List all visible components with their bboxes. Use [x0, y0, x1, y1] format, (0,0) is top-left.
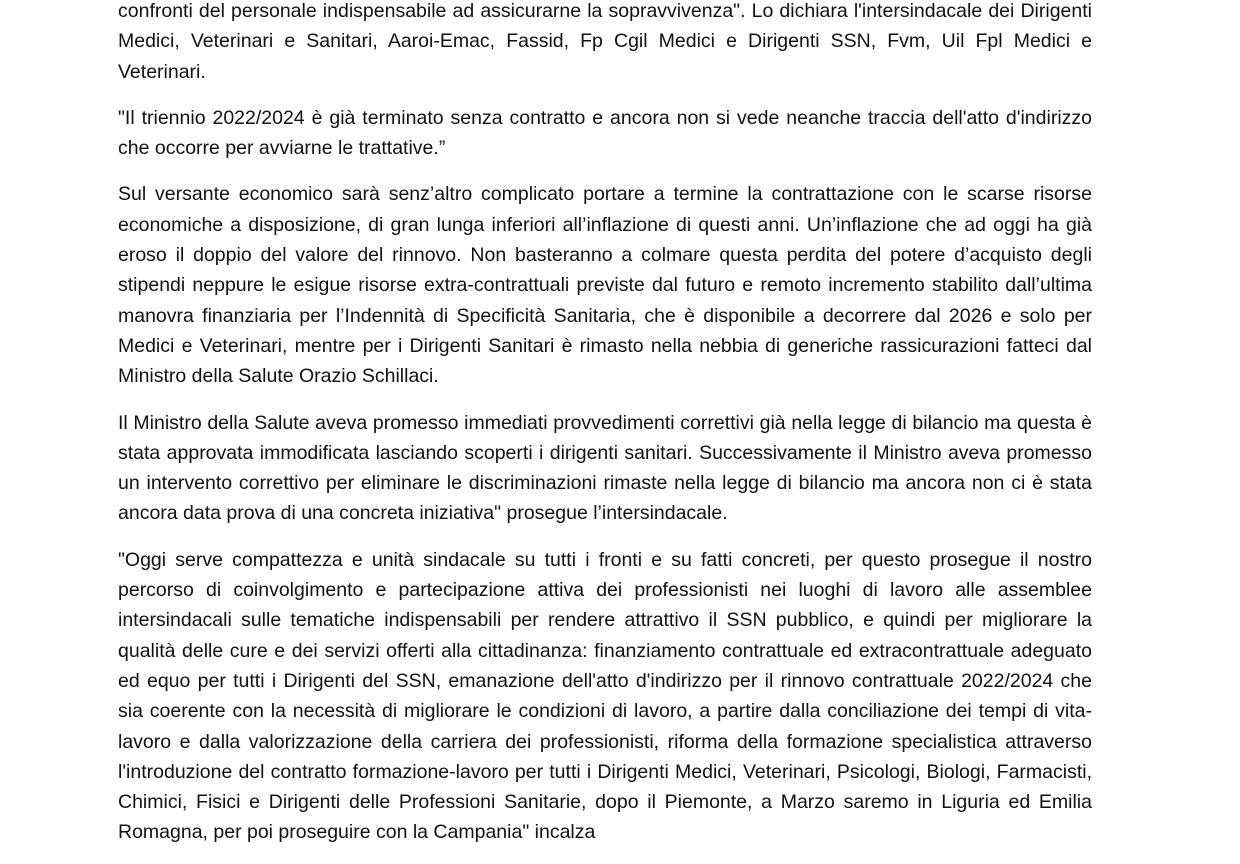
paragraph-3: Sul versante economico sarà senz’altro complicato portare a termine la contrattazione con le scarse risorse economiche a disposizione, di gran lunga inferiori all’inflazione di questi anni. Un’inflazione che ad oggi ha già eroso il doppio del valore del rinnovo. Non basteranno a colmare questa perdita del potere d’acquisto degli stipendi neppure le esigue risorse extra-contrattuali previste dal futuro e remoto incremento stabilito dall’ultima manovra finanziaria per l’Indennità di Specificità Sanitaria, che è disponibile a decorrere dal 2026 e solo per Medici e Veterinari, mentre per i Dirigenti Sanitari è rimasto nella nebbia di generiche rassicurazioni fatteci dal Ministro della Salute Orazio Schillaci. [118, 183, 1092, 388]
paragraph-4: Il Ministro della Salute aveva promesso immediati provvedimenti correttivi già nella legge di bilancio ma questa è stata approvata immodificata lasciando scoperti i dirigenti sanitari. Successivamente il Ministro aveva promesso un intervento correttivo per eliminare le discriminazioni rimaste nella legge di bilancio ma ancora non ci è stata ancora data prova di una concreta iniziativa" prosegue l’intersindacale. [118, 411, 1092, 525]
paragraph-1: confronti del personale indispensabile ad assicurarne la sopravvivenza". Lo dichiara l'intersindacale dei Dirigenti Medici, Veterinari e Sanitari, Aaroi-Emac, Fassid, Fp Cgil Medici e Dirigenti SSN, Fvm, Uil Fpl Medici e Veterinari. [118, 0, 1092, 83]
document-page [118, 0, 1092, 864]
paragraph-5: "Oggi serve compattezza e unità sindacale su tutti i fronti e su fatti concreti, per questo prosegue il nostro percorso di coinvolgimento e partecipazione attiva dei professionisti nei luoghi di lavoro alle assemblee intersindacali sulle tematiche indispensabili per rendere attrattivo il SSN pubblico, e quindi per migliorare la qualità delle cure e dei servizi offerti alla cittadinanza: finanziamento contrattuale ed extracontrattuale adeguato ed equo per tutti i Dirigenti del SSN, emanazione dell'atto d'indirizzo per il rinnovo contrattuale 2022/2024 che sia coerente con la necessità di migliorare le condizioni di lavoro, a partire dalla conciliazione dei tempi di vita-lavoro e dalla valorizzazione della carriera dei professionisti, riforma della formazione specialistica attraverso l'introduzione del contratto formazione-lavoro per tutti i Dirigenti Medici, Veterinari, Psicologi, Biologi, Farmacisti, Chimici, Fisici e Dirigenti delle Professioni Sanitarie, dopo il Piemonte, a Marzo saremo in Liguria ed Emilia Romagna, per poi proseguire con la Campania" incalza [118, 548, 1092, 844]
paragraph-2: "Il triennio 2022/2024 è già terminato senza contratto e ancora non si vede neanche traccia dell'atto d'indirizzo che occorre per avviarne le trattative.” [118, 106, 1092, 160]
